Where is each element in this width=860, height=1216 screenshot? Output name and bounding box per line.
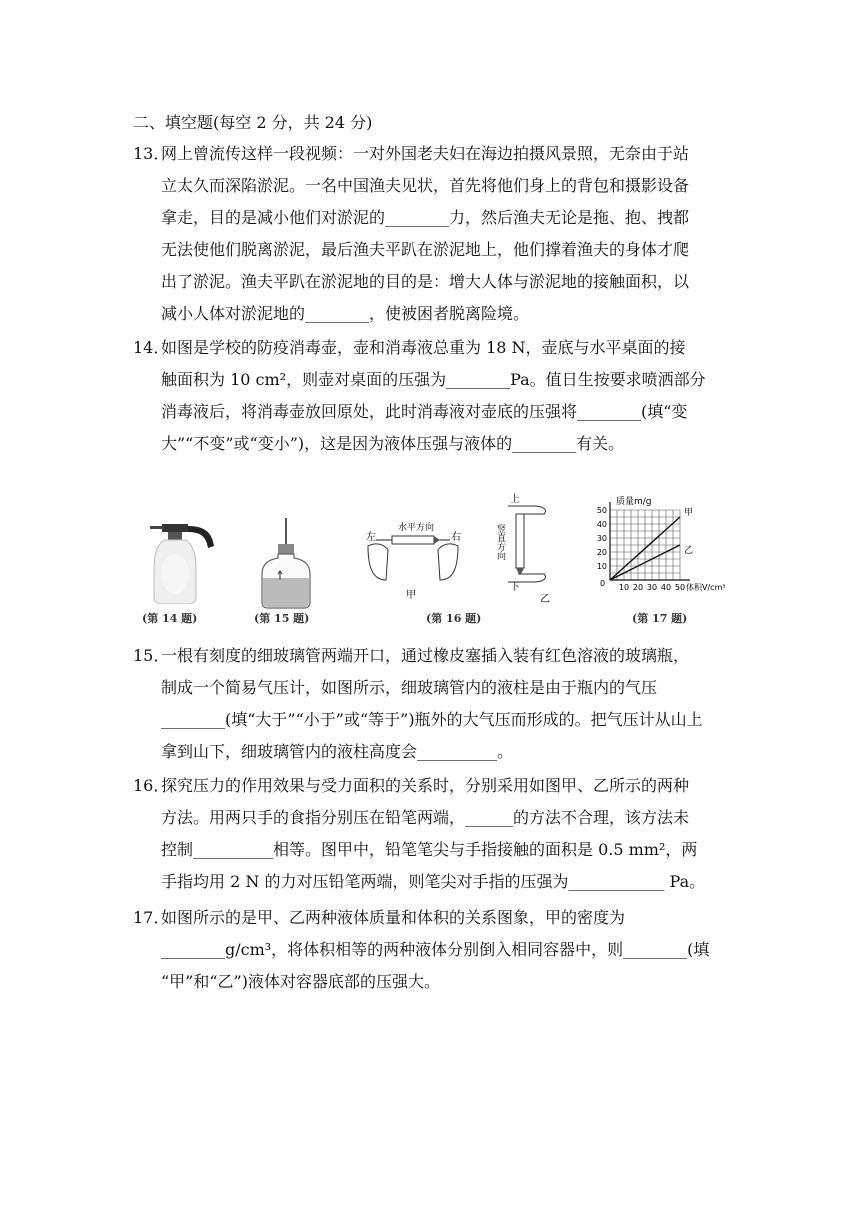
question-line: 消毒液后，将消毒壶放回原处，此时消毒液对壶底的压强将________(填“变 — [161, 402, 688, 421]
x-tick-label: 20 — [632, 583, 644, 592]
pencil-press-figure — [358, 490, 568, 610]
series-label: 甲 — [684, 508, 694, 518]
x-tick-label: 30 — [646, 583, 658, 592]
figures-row — [138, 490, 738, 630]
question-line: 拿到山下，细玻璃管内的液柱高度会__________。 — [161, 742, 514, 761]
question-line: 如图所示的是甲、乙两种液体质量和体积的关系图象，甲的密度为 — [161, 908, 626, 927]
question-line: 网上曾流传这样一段视频：一对外国老夫妇在海边拍摄风景照，无奈由于站 — [161, 144, 690, 163]
label-down: 下 — [510, 582, 520, 593]
spray-bottle-figure — [138, 514, 228, 604]
label-vertical-direction: 竖直方向 — [495, 524, 505, 560]
question-number: 14． — [133, 338, 170, 357]
figure-caption-17: (第 17 题) — [632, 612, 688, 625]
x-tick-label: 40 — [660, 583, 672, 592]
figure-caption-16: (第 16 题) — [426, 612, 482, 625]
chart-y-axis-label: 质量m/g — [616, 497, 652, 507]
section-heading: 二、填空题(每空 2 分，共 24 分) — [133, 113, 373, 132]
x-tick-label: 10 — [618, 583, 630, 592]
x-tick-label: 50 — [674, 583, 686, 592]
question-line: 出了淤泥。渔夫平趴在淤泥地的目的是：增大人体与淤泥地的接触面积，以 — [161, 272, 690, 291]
label-left: 左 — [366, 532, 376, 543]
question-15 — [133, 640, 733, 768]
label-jia: 甲 — [406, 590, 416, 601]
question-number: 15． — [133, 646, 170, 665]
question-16 — [133, 770, 733, 898]
question-line: 手指均用 2 N 的力对压铅笔两端，则笔尖对手指的压强为____________ Pa。 — [161, 872, 706, 891]
question-number: 17． — [133, 908, 170, 927]
barometer-figure — [256, 514, 316, 610]
question-17 — [133, 902, 733, 998]
chart-x-axis-label: 体积V/cm³ — [686, 583, 726, 592]
chart-origin-label: 0 — [600, 579, 606, 588]
y-tick-label: 20 — [596, 548, 607, 557]
question-line: ________(填“大于”“小于”或“等于”)瓶外的大气压而形成的。把气压计从山上 — [161, 710, 703, 729]
question-line: 一根有刻度的细玻璃管两端开口，通过橡皮塞插入装有红色溶液的玻璃瓶， — [161, 646, 690, 665]
question-13 — [133, 138, 733, 330]
y-tick-label: 40 — [596, 520, 607, 529]
question-line: 探究压力的作用效果与受力面积的关系时，分别采用如图甲、乙所示的两种 — [161, 776, 690, 795]
question-number: 13． — [133, 144, 170, 163]
question-line: 控制__________相等。图甲中，铅笔笔尖与手指接触的面积是 0.5 mm²，两 — [161, 840, 698, 859]
figure-caption-14: (第 14 题) — [142, 612, 198, 625]
question-line: 方法。用两只手的食指分别压在铅笔两端，______的方法不合理，该方法未 — [161, 808, 690, 827]
question-line: 大”“不变”或“变小”)，这是因为液体压强与液体的________有关。 — [161, 434, 625, 453]
mass-volume-chart — [590, 494, 740, 602]
series-label: 乙 — [684, 546, 694, 556]
chart-grid — [610, 510, 680, 580]
label-horizontal-direction: 水平方向 — [398, 523, 435, 533]
question-line: ________g/cm³，将体积相等的两种液体分别倒入相同容器中，则________(填 — [161, 940, 710, 959]
question-number: 16． — [133, 776, 170, 795]
y-tick-label: 30 — [596, 534, 607, 543]
question-line: 减小人体对淤泥地的________，使被困者脱离险境。 — [161, 304, 530, 323]
question-14 — [133, 332, 733, 460]
chart-series — [610, 507, 693, 580]
question-line: “甲”和“乙”)液体对容器底部的压强大。 — [161, 972, 440, 991]
y-tick-label: 10 — [596, 562, 607, 571]
question-line: 触面积为 10 cm²，则壶对桌面的压强为________Pa。值日生按要求喷洒部分 — [161, 370, 706, 389]
question-line: 立太久而深陷淤泥。一名中国渔夫见状，首先将他们身上的背包和摄影设备 — [161, 176, 690, 195]
label-yi: 乙 — [540, 594, 550, 605]
y-tick-label: 50 — [596, 506, 607, 515]
figure-caption-15: (第 15 题) — [254, 612, 310, 625]
label-up: 上 — [510, 494, 520, 505]
label-right: 右 — [451, 532, 461, 543]
question-line: 制成一个简易气压计，如图所示，细玻璃管内的液柱是由于瓶内的气压 — [161, 678, 658, 697]
question-line: 如图是学校的防疫消毒壶，壶和消毒液总重为 18 N，壶底与水平桌面的接 — [161, 338, 686, 357]
question-line: 无法使他们脱离淤泥，最后渔夫平趴在淤泥地上，他们撑着渔夫的身体才爬 — [161, 240, 690, 259]
question-line: 拿走，目的是减小他们对淤泥的________力，然后渔夫无论是拖、抱、拽都 — [161, 208, 690, 227]
